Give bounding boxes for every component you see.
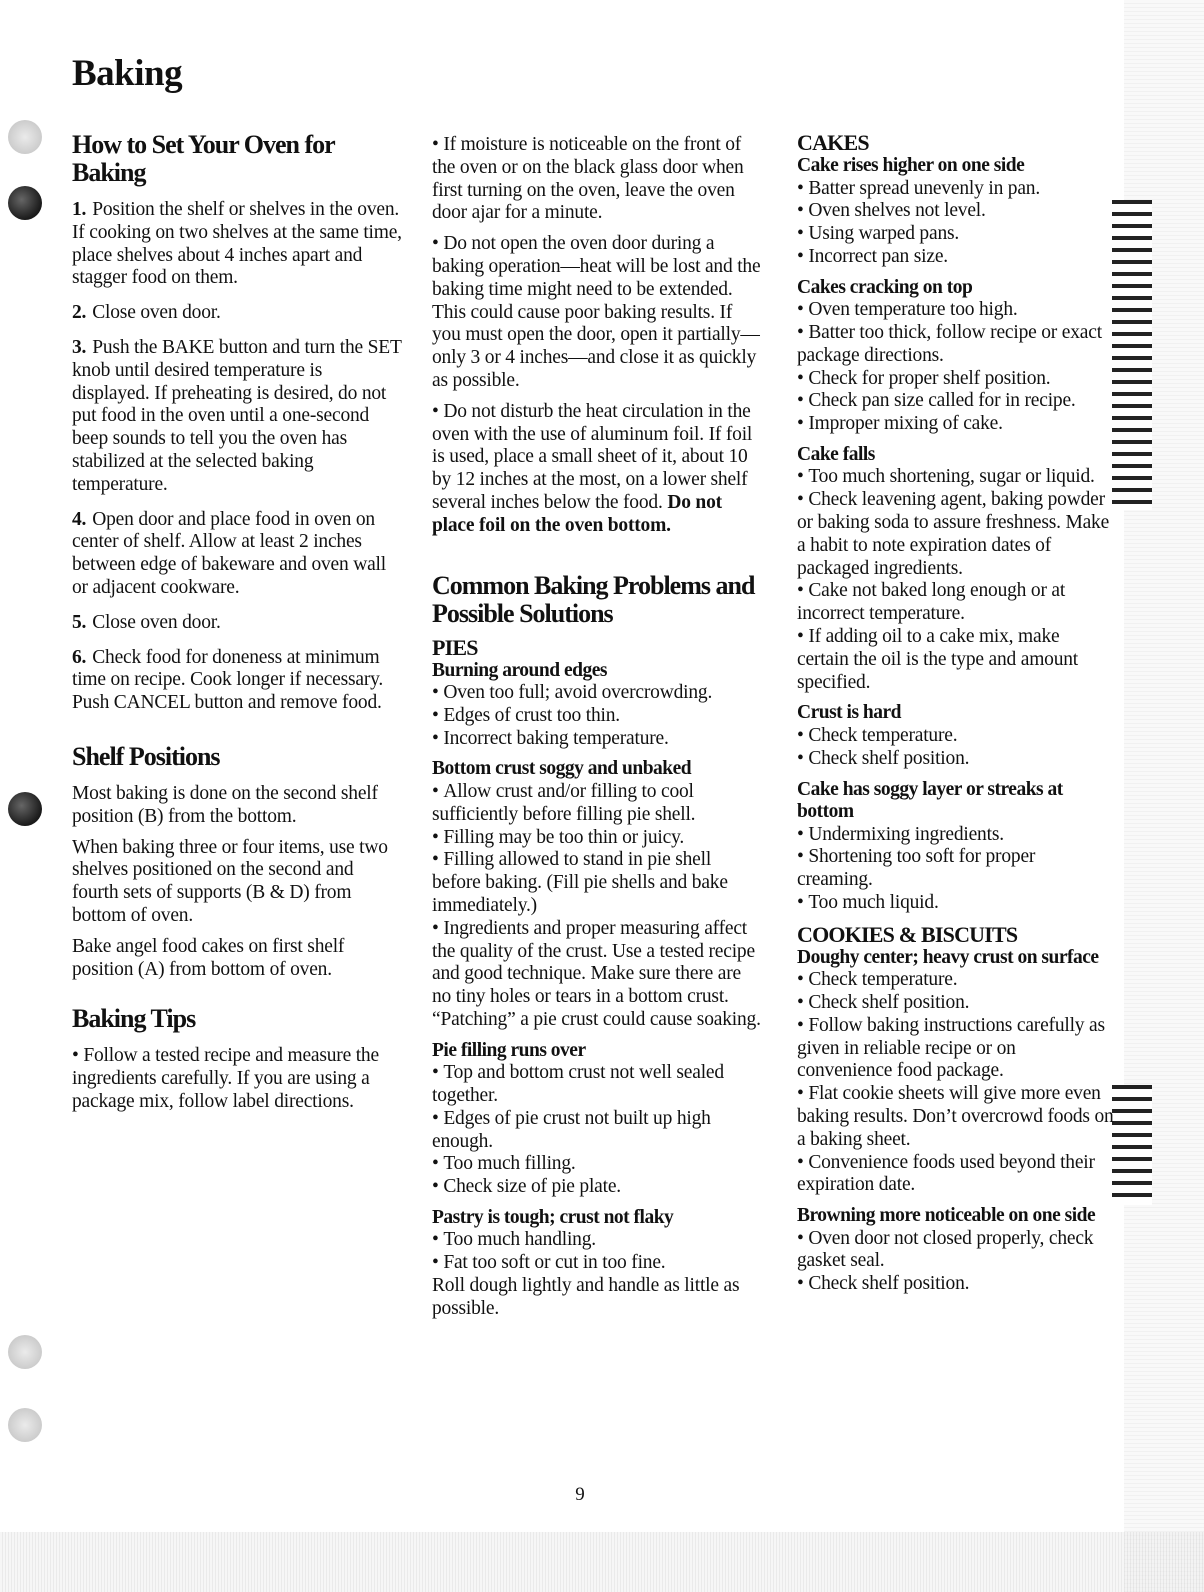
problem-pastry-tough — [432, 1207, 762, 1321]
solution-item: • Oven shelves not level. — [797, 200, 1115, 223]
tip-text: Do not disturb the heat circulation in the oven with the use of aluminum foil. If foil is used, place a small sheet of it, about 10 by 12 inches at the most, on a lower shelf several inches below the food. — [432, 400, 753, 513]
solution-item: • If adding oil to a cake mix, make certain the oil is the type and amount specified. — [797, 626, 1115, 694]
solution-item: • Follow baking instructions carefully as given in reliable recipe or on convenience food package. — [797, 1015, 1115, 1083]
step-number: 1. — [72, 199, 87, 220]
solution-item: • Oven temperature too high. — [797, 299, 1115, 322]
solution-item: • Shortening too soft for proper creaming. — [797, 846, 1115, 892]
problem-title: Bottom crust soggy and unbaked — [432, 758, 692, 780]
punch-hole-mark — [8, 1335, 42, 1369]
solution-item: • Incorrect baking temperature. — [432, 728, 762, 751]
solution-item: • Check temperature. — [797, 969, 1115, 992]
problem-crust-hard — [797, 702, 1115, 770]
paragraph: When baking three or four items, use two shelves positioned on the second and fourth sets of supports (B & D) from bottom of oven. — [72, 836, 388, 926]
section-heading-shelf-positions: Shelf Positions — [72, 741, 220, 771]
solution-item: • Too much handling. — [432, 1229, 762, 1252]
problem-browning-one-side — [797, 1205, 1115, 1296]
step-3 — [72, 337, 402, 497]
solution-item: • Cake not baked long enough or at incorrect temperature. — [797, 580, 1115, 626]
solution-item: • Top and bottom crust not well sealed together. — [432, 1062, 762, 1108]
category-cakes: CAKES — [797, 130, 869, 155]
solution-item: • Filling allowed to stand in pie shell before baking. (Fill pie shells and bake immediately.) — [432, 849, 762, 917]
punch-hole-mark — [8, 1408, 42, 1442]
column-right — [797, 131, 1115, 1304]
step-number: 5. — [72, 611, 87, 633]
step-4 — [72, 509, 402, 600]
solution-item: • Incorrect pan size. — [797, 246, 1115, 269]
solution-item: • Oven door not closed properly, check gasket seal. — [797, 1228, 1115, 1274]
problem-soggy-layer — [797, 779, 1115, 915]
step-2 — [72, 302, 402, 325]
solution-item: • Fat too soft or cut in too fine. — [432, 1252, 762, 1275]
problem-title: Doughy center; heavy crust on surface — [797, 946, 1099, 968]
step-number: 2. — [72, 302, 87, 324]
solution-item: • Check leavening agent, baking powder or baking soda to assure freshness. Make a habit to note expiration dates of packaged ingredients. — [797, 489, 1115, 580]
problem-title: Cakes cracking on top — [797, 276, 973, 298]
problem-burning-edges — [432, 660, 762, 751]
solution-item: • Edges of pie crust not built up high enough. — [432, 1108, 762, 1154]
step-6 — [72, 647, 402, 715]
problem-title: Pastry is tough; crust not flaky — [432, 1206, 674, 1228]
problem-title: Crust is hard — [797, 702, 902, 724]
problem-title: Burning around edges — [432, 659, 607, 681]
step-1 — [72, 199, 402, 290]
solution-item: • Check shelf position. — [797, 748, 1115, 771]
solution-item: • Batter too thick, follow recipe or exact package directions. — [797, 322, 1115, 368]
solution-item: • Too much shortening, sugar or liquid. — [797, 466, 1115, 489]
solution-item: • Filling may be too thin or juicy. — [432, 827, 762, 850]
category-pies: PIES — [432, 634, 478, 660]
column-left — [72, 131, 402, 1114]
section-heading-problems: Common Baking Problems and Possible Solutions — [432, 570, 755, 628]
scan-edge-bottom — [0, 1532, 1204, 1592]
problem-cake-falls — [797, 444, 1115, 694]
solution-item: • Check for proper shelf position. — [797, 368, 1115, 391]
solution-item: • Ingredients and proper measuring affect the quality of the crust. Use a tested recipe and good technique. Make sure there are no tiny holes or tears in a bottom crust. “Patching” a pie crust could cause soaking. — [432, 918, 762, 1032]
solution-item: • Oven too full; avoid overcrowding. — [432, 682, 762, 705]
column-middle — [432, 134, 762, 1329]
problem-cake-rises-one-side — [797, 155, 1115, 269]
problem-cakes-cracking — [797, 277, 1115, 436]
solution-item: • Check shelf position. — [797, 1273, 1115, 1296]
spacer — [72, 989, 402, 1005]
punch-hole — [8, 186, 42, 220]
solution-item: • Check temperature. — [797, 725, 1115, 748]
solution-item: • Edges of crust too thin. — [432, 705, 762, 728]
step-text: Check food for doneness at minimum time on recipe. Cook longer if necessary. Push CANCEL button and remove food. — [72, 646, 384, 714]
punch-hole-mark — [8, 120, 42, 154]
page-title: Baking — [72, 53, 183, 94]
solution-item: • Undermixing ingredients. — [797, 824, 1115, 847]
punch-hole — [8, 792, 42, 826]
solution-note: Roll dough lightly and handle as little as possible. — [432, 1275, 740, 1319]
tip-warning: Do not place foil on the oven bottom. — [432, 491, 722, 536]
step-number: 3. — [72, 336, 87, 358]
section-heading-set-oven: How to Set Your Oven for Baking — [72, 130, 335, 187]
solution-item: • Check shelf position. — [797, 992, 1115, 1015]
solution-item: • Using warped pans. — [797, 223, 1115, 246]
step-text: Open door and place food in oven on center of shelf. Allow at least 2 inches between edge of bakeware and oven wall or adjacent cookware. — [72, 508, 386, 598]
step-number: 6. — [72, 646, 87, 668]
problem-title: Cake falls — [797, 443, 875, 465]
problem-filling-runs-over — [432, 1040, 762, 1199]
spacer — [432, 546, 762, 572]
solution-item: • Too much filling. — [432, 1153, 762, 1176]
problem-soggy-crust — [432, 758, 762, 1031]
solution-item: • Check size of pie plate. — [432, 1176, 762, 1199]
tip-bullet — [432, 401, 762, 538]
tip-bullet: • If moisture is noticeable on the front of the oven or on the black glass door when first turning on the oven, leave the oven door ajar for a minute. — [432, 134, 762, 225]
solution-item: • Batter spread unevenly in pan. — [797, 178, 1115, 201]
step-5 — [72, 612, 402, 635]
step-text: Push the BAKE button and turn the SET knob until desired temperature is displayed. If preheating is desired, do not put food in the oven until a one-second beep sounds to tell you the oven has stabilized at the selected baking temperature. — [72, 336, 402, 495]
page-number: 9 — [575, 1484, 585, 1505]
tip-bullet: • Follow a tested recipe and measure the ingredients carefully. If you are using a package mix, follow label directions. — [72, 1045, 402, 1113]
problem-title: Cake has soggy layer or streaks at bottom — [797, 778, 1063, 823]
category-cookies: COOKIES & BISCUITS — [797, 921, 1018, 947]
step-text: Position the shelf or shelves in the oven. If cooking on two shelves at the same time, place shelves about 4 inches apart and stagger food on them. — [72, 199, 402, 289]
spacer — [72, 727, 402, 743]
solution-item: • Too much liquid. — [797, 892, 1115, 915]
binding-marks-bottom — [1112, 1085, 1152, 1205]
solution-item: • Allow crust and/or filling to cool sufficiently before filling pie shell. — [432, 781, 762, 827]
step-text: Close oven door. — [92, 302, 221, 324]
problem-doughy-center — [797, 947, 1115, 1197]
paragraph: Most baking is done on the second shelf position (B) from the bottom. — [72, 782, 378, 827]
problem-title: Pie filling runs over — [432, 1039, 586, 1061]
tip-bullet: • Do not open the oven door during a baking operation—heat will be lost and the baking time might need to be extended. This could cause poor baking results. If you must open the door, open it partially—only 3 or 4 inches—and close it as quickly as possible. — [432, 233, 762, 393]
step-number: 4. — [72, 508, 87, 530]
section-heading-baking-tips: Baking Tips — [72, 1004, 196, 1034]
problem-title: Browning more noticeable on one side — [797, 1205, 1096, 1227]
solution-item: • Flat cookie sheets will give more even baking results. Don’t overcrowd foods on a baking sheet. — [797, 1083, 1115, 1151]
solution-item: • Convenience foods used beyond their expiration date. — [797, 1152, 1115, 1198]
solution-item: • Check pan size called for in recipe. — [797, 390, 1115, 413]
problem-title: Cake rises higher on one side — [797, 155, 1025, 176]
step-text: Close oven door. — [92, 611, 221, 633]
binding-marks-top — [1112, 200, 1152, 510]
paragraph: Bake angel food cakes on first shelf position (A) from bottom of oven. — [72, 935, 345, 980]
solution-item: • Improper mixing of cake. — [797, 413, 1115, 436]
